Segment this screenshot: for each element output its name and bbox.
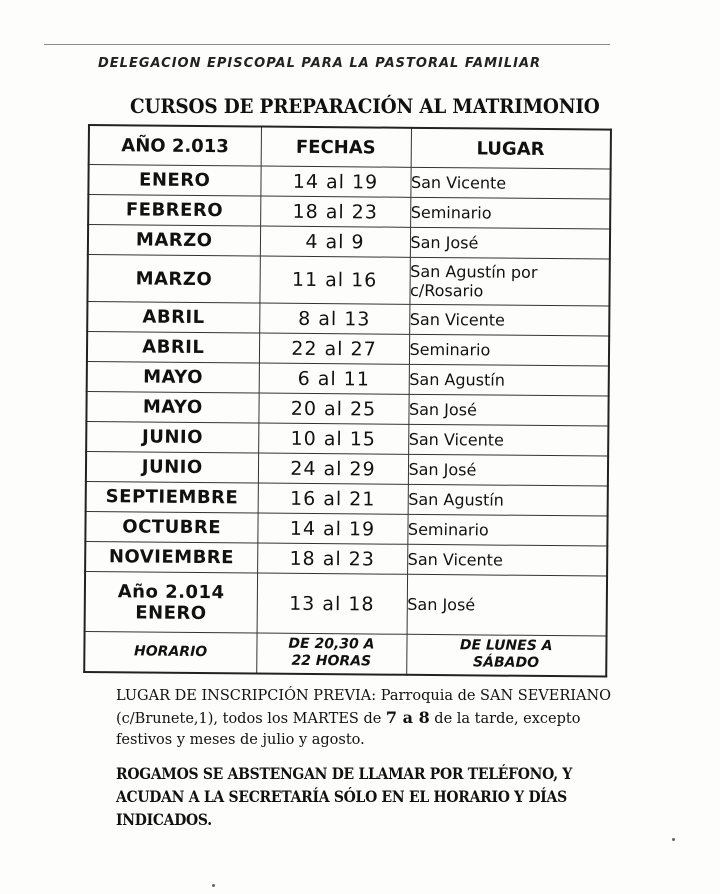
- registration-text-end: de la tarde, excepto festivos y meses de julio y agosto.: [116, 711, 581, 748]
- table-row: [88, 195, 610, 230]
- organization-name: DELEGACION EPISCOPAL PARA LA PASTORAL FAMILIAR: [98, 56, 542, 71]
- place-cell: Seminario: [409, 334, 609, 366]
- dates-cell: 20 al 25: [258, 393, 408, 424]
- place-cell: San José: [410, 227, 610, 259]
- table-row: [87, 255, 609, 307]
- place-cell: San Vicente: [409, 304, 609, 336]
- dates-cell: 24 al 29: [258, 453, 408, 484]
- month-cell: MARZO: [87, 255, 259, 303]
- table-row: [87, 361, 609, 396]
- place-cell: San José: [407, 574, 608, 636]
- month-cell: NOVIEMBRE: [85, 541, 257, 572]
- hours-line-1: DE 20,30 A: [288, 636, 375, 653]
- days-line-2: SÁBADO: [473, 654, 540, 672]
- schedule-table: [83, 124, 612, 677]
- scan-speck: [212, 884, 215, 887]
- dates-cell: 14 al 19: [257, 513, 407, 544]
- hours-line-2: 22 HORAS: [291, 653, 372, 670]
- dates-cell: 18 al 23: [257, 543, 407, 574]
- place-cell: San Vicente: [407, 544, 607, 576]
- table-header-row: [89, 125, 611, 169]
- registration-text: LUGAR DE INSCRIPCIÓN PREVIA: Parroquia de SAN SEVERIANO (c/Brunete,1), todos los MARTES de: [116, 688, 612, 727]
- dates-cell: 8 al 13: [259, 303, 409, 334]
- month-cell: SEPTIEMBRE: [86, 481, 258, 512]
- month-cell: JUNIO: [86, 451, 258, 482]
- place-cell: Seminario: [407, 514, 607, 546]
- place-cell: San José: [408, 454, 608, 486]
- dates-cell: 22 al 27: [259, 333, 409, 364]
- table-row: [87, 302, 609, 337]
- dates-cell: 13 al 18: [257, 573, 408, 634]
- table-row: [85, 541, 607, 576]
- column-header-dates: FECHAS: [261, 127, 411, 168]
- month-name-line: ENERO: [135, 601, 207, 624]
- month-cell: [85, 571, 258, 632]
- month-cell: OCTUBRE: [85, 511, 257, 542]
- place-cell: San Agustín: [409, 364, 609, 396]
- table-row: [86, 481, 608, 516]
- dates-cell: 6 al 11: [259, 363, 409, 394]
- month-cell: JUNIO: [86, 421, 258, 452]
- dates-cell: 4 al 9: [260, 226, 410, 257]
- dates-cell: 16 al 21: [258, 483, 408, 514]
- table-row: [85, 511, 607, 546]
- column-header-place: LUGAR: [411, 128, 611, 169]
- place-cell: San Vicente: [408, 424, 608, 456]
- month-cell: MAYO: [86, 391, 258, 422]
- dates-cell: 18 al 23: [260, 196, 410, 227]
- month-cell: ENERO: [88, 165, 260, 196]
- dates-cell: 10 al 15: [258, 423, 408, 454]
- table-row: [85, 571, 608, 636]
- place-cell: San Agustín: [408, 484, 608, 516]
- month-cell: ABRIL: [87, 332, 259, 363]
- place-cell: San José: [408, 394, 608, 426]
- days-value: [406, 634, 606, 676]
- days-line-1: DE LUNES A: [459, 637, 553, 655]
- dates-cell: 14 al 19: [260, 166, 410, 197]
- table-row: [88, 165, 610, 200]
- month-cell: MARZO: [88, 225, 260, 256]
- scan-speck: [672, 838, 675, 841]
- month-cell: FEBRERO: [88, 195, 260, 226]
- hours-value: [256, 633, 406, 674]
- registration-info: [116, 686, 616, 751]
- table-row: [88, 225, 610, 260]
- table-row: [86, 391, 608, 426]
- scan-top-line: [44, 44, 610, 45]
- place-cell: San Vicente: [410, 167, 610, 199]
- place-cell: San Agustín por c/Rosario: [409, 257, 609, 306]
- month-cell: ABRIL: [87, 302, 259, 333]
- schedule-footer-row: [84, 631, 606, 676]
- table-row: [86, 451, 608, 486]
- table-row: [86, 421, 608, 456]
- document-title: CURSOS DE PREPARACIÓN AL MATRIMONIO: [130, 94, 600, 118]
- place-cell: Seminario: [410, 197, 610, 229]
- dates-cell: 11 al 16: [259, 256, 409, 304]
- month-year-line: Año 2.014: [117, 580, 225, 603]
- table-row: [87, 332, 609, 367]
- registration-hours: 7 a 8: [385, 708, 430, 727]
- hours-label: HORARIO: [84, 631, 256, 672]
- column-header-year: AÑO 2.013: [89, 125, 261, 166]
- month-cell: MAYO: [87, 361, 259, 392]
- phone-notice: ROGAMOS SE ABSTENGAN DE LLAMAR POR TELÉFONO, Y ACUDAN A LA SECRETARÍA SÓLO EN EL HORARIO Y DÍAS INDICADOS.: [116, 764, 573, 829]
